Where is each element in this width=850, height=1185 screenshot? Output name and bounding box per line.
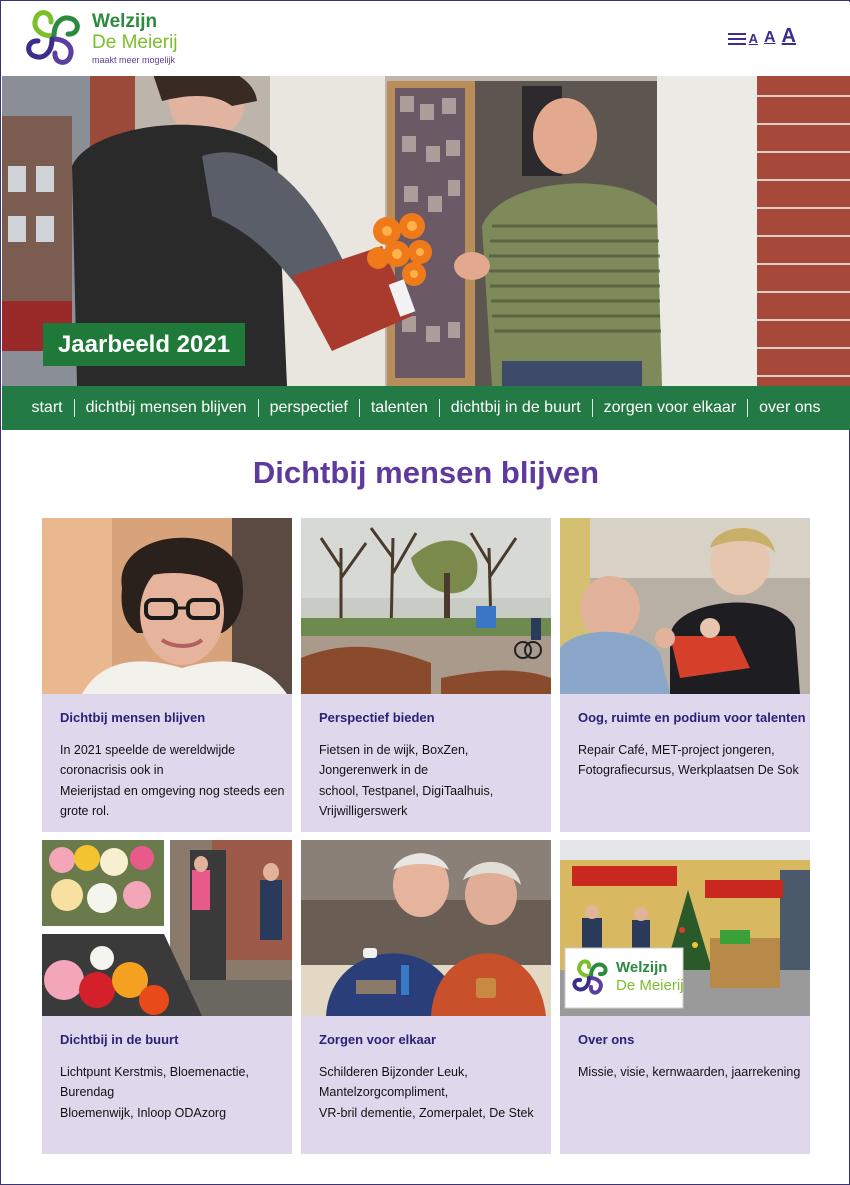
nav-item-start[interactable]: start <box>31 399 63 416</box>
card-text: Schilderen Bijzonder Leuk, Mantelzorgcompliment, VR-bril dementie, Zomerpalet, De Stek <box>319 1065 534 1120</box>
nav-divider <box>74 399 75 417</box>
card-title: Dichtbij mensen blijven <box>60 710 206 725</box>
text-size-lines-icon <box>728 32 746 46</box>
font-size-control <box>728 26 796 46</box>
font-size-small-button[interactable]: A <box>748 31 758 46</box>
brand-name-line1: Welzijn <box>92 11 158 32</box>
card-text: Lichtpunt Kerstmis, Bloemenactie, Burendag Bloemenwijk, Inloop ODAzorg <box>60 1065 249 1120</box>
card-text: Fietsen in de wijk, BoxZen, Jongerenwerk in de school, Testpanel, DigiTaalhuis, Vrijwilligerswerk <box>319 743 494 818</box>
card-title: Perspectief bieden <box>319 710 435 725</box>
section-title: Dichtbij mensen blijven <box>252 455 600 490</box>
market-stall-photo <box>560 840 810 1016</box>
clover-logo-icon <box>20 6 86 70</box>
painting-photo <box>301 840 551 1016</box>
card-over-ons[interactable] <box>560 840 810 1154</box>
nav-item-perspectief[interactable]: perspectief <box>269 399 348 416</box>
repair-cafe-photo <box>560 518 810 694</box>
card-title: Dichtbij in de buurt <box>60 1032 179 1047</box>
site-header <box>2 2 850 76</box>
card-title: Over ons <box>578 1032 635 1047</box>
card-dichtbij-in-de-buurt[interactable] <box>42 840 292 1154</box>
nav-item-zorgen-voor-elkaar[interactable]: zorgen voor elkaar <box>603 399 737 416</box>
card-text: In 2021 speelde de wereldwijde coronacrisis ook in Meierijstad en omgeving nog steeds een grote rol. <box>60 743 285 818</box>
card-text: Missie, visie, kernwaarden, jaarrekening <box>578 1065 801 1079</box>
park-photo <box>301 518 551 694</box>
flower-collage-photo <box>42 840 292 1016</box>
portrait-photo <box>42 518 292 694</box>
card-talenten[interactable] <box>560 518 810 832</box>
font-size-medium-button[interactable]: A <box>763 29 776 46</box>
card-image <box>301 840 551 1016</box>
card-title: Zorgen voor elkaar <box>319 1032 437 1047</box>
nav-divider <box>747 399 748 417</box>
nav-item-dichtbij-in-de-buurt[interactable]: dichtbij in de buurt <box>450 399 581 416</box>
card-zorgen-voor-elkaar[interactable] <box>301 840 551 1154</box>
card-image <box>42 840 292 1016</box>
nav-divider <box>258 399 259 417</box>
main-navigation <box>2 386 850 430</box>
nav-item-talenten[interactable]: talenten <box>370 399 428 416</box>
stall-banner-line1: Welzijn <box>616 959 668 976</box>
font-size-large-button[interactable]: A <box>781 25 796 47</box>
nav-divider <box>592 399 593 417</box>
card-image <box>560 518 810 694</box>
brand-name-line2: De Meierij <box>92 32 178 53</box>
card-text: Repair Café, MET-project jongeren, Fotografiecursus, Werkplaatsen De Sok <box>578 743 799 778</box>
card-image <box>560 840 810 1016</box>
brand-tagline: maakt meer mogelijk <box>92 55 176 65</box>
card-dichtbij-mensen-blijven[interactable] <box>42 518 292 832</box>
card-image <box>42 518 292 694</box>
brand-logo[interactable] <box>20 6 190 70</box>
card-title: Oog, ruimte en podium voor talenten <box>578 710 806 725</box>
nav-divider <box>439 399 440 417</box>
nav-item-dichtbij-mensen-blijven[interactable]: dichtbij mensen blijven <box>85 399 247 416</box>
nav-divider <box>359 399 360 417</box>
nav-item-over-ons[interactable]: over ons <box>759 399 821 416</box>
hero-title-badge: Jaarbeeld 2021 <box>43 323 245 366</box>
card-image <box>301 518 551 694</box>
stall-banner-line2: De Meierij <box>616 977 684 994</box>
card-perspectief-bieden[interactable] <box>301 518 551 832</box>
